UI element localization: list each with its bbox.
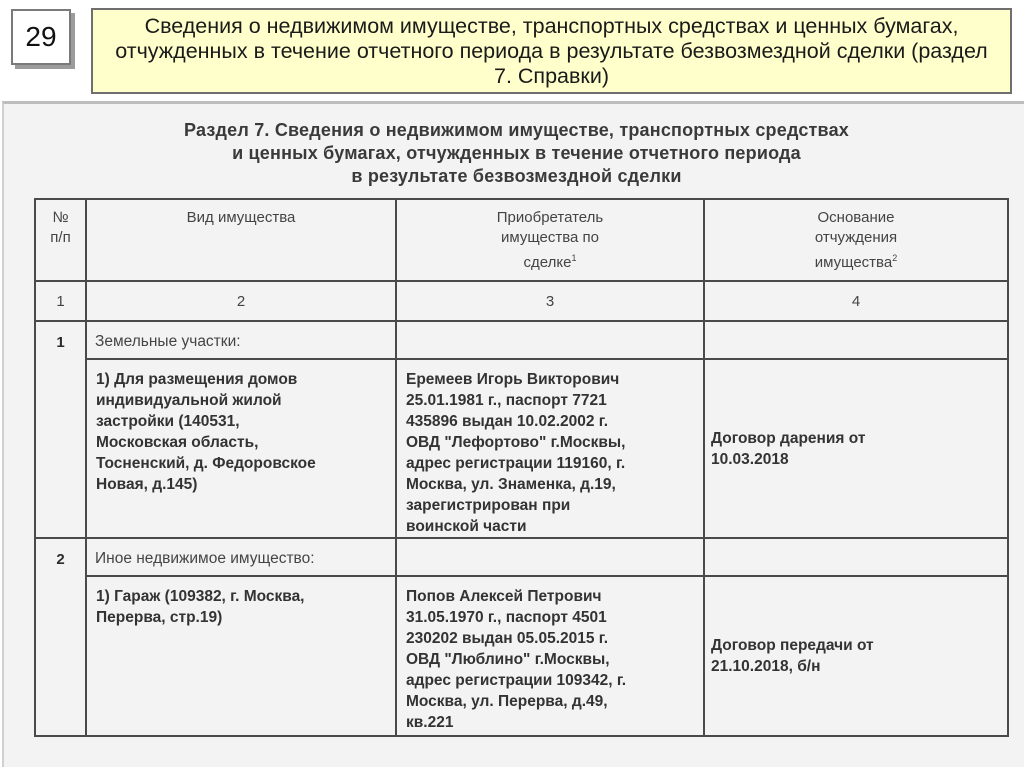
header-text: п/п [50, 229, 71, 246]
alienation-basis [704, 576, 1008, 736]
empty-cell [396, 538, 704, 576]
text-line: Новая, д.145) [96, 476, 198, 493]
text-line: Тосненский, д. Федоровское [96, 455, 316, 472]
empty-cell [704, 538, 1008, 576]
header-cell-property-type [86, 199, 396, 281]
text-line: 435896 выдан 10.02.2002 г. [406, 413, 609, 430]
text-line: 230202 выдан 05.05.2015 г. [406, 630, 609, 647]
header-text: № [52, 209, 69, 226]
header-text: Основание [817, 209, 895, 226]
text-line: 21.10.2018, б/н [711, 658, 821, 675]
text-line: зарегистрирован при [406, 497, 571, 514]
text-line: 10.03.2018 [711, 450, 789, 468]
text-line: индивидуальной жилой [96, 392, 282, 409]
column-number: 2 [86, 281, 396, 321]
footnote-mark: 2 [892, 253, 898, 263]
acquirer-details [396, 576, 704, 736]
empty-cell [704, 321, 1008, 359]
text-line: ОВД "Люблино" г.Москвы, [406, 651, 610, 668]
text-line: 1) Для размещения домов [96, 371, 298, 388]
text-line: воинской части [406, 518, 527, 535]
document-heading [64, 119, 969, 188]
slide-number [11, 9, 71, 65]
header-text: Вид имущества [186, 209, 296, 226]
column-number: 4 [704, 281, 1008, 321]
header-text: имущества [814, 254, 893, 271]
slide-title [91, 8, 1012, 94]
text-line: застройки (140531, [96, 413, 240, 430]
property-description [86, 359, 396, 538]
alienation-basis [704, 359, 1008, 538]
text-line: Москва, ул. Перерва, д.49, [406, 693, 608, 710]
header-text: имущества по [500, 229, 600, 246]
footnote-mark: 1 [571, 253, 577, 263]
text-line: Попов Алексей Петрович [406, 588, 602, 605]
text-line: адрес регистрации 119160, г. [406, 455, 626, 472]
item-row [35, 576, 1008, 736]
slide-number-text: 29 [25, 21, 57, 52]
header-text: Приобретатель [496, 209, 604, 226]
property-description [86, 576, 396, 736]
acquirer-details [396, 359, 704, 538]
document-heading-line: и ценных бумагах, отчужденных в течение отчетного периода [232, 143, 801, 163]
header-row [35, 199, 1008, 281]
section-number: 2 [35, 538, 86, 736]
section-title: Земельные участки: [86, 321, 396, 359]
document-scan [2, 101, 1024, 767]
empty-cell [396, 321, 704, 359]
text-line: Договор передачи от [711, 637, 874, 654]
text-line: Москва, ул. Знаменка, д.19, [406, 476, 616, 493]
text-line: Еремеев Игорь Викторович [406, 371, 620, 388]
column-number-row [35, 281, 1008, 321]
text-line: 25.01.1981 г., паспорт 7721 [406, 392, 607, 409]
column-number: 1 [35, 281, 86, 321]
section-row [35, 538, 1008, 576]
header-text: сделке [523, 254, 572, 271]
text-line: Перерва, стр.19) [96, 609, 223, 626]
header-text: отчуждения [814, 229, 898, 246]
text-line: Договор дарения от [711, 429, 866, 447]
document-heading-line: Раздел 7. Сведения о недвижимом имуществе, транспортных средствах [183, 120, 850, 140]
text-line: кв.221 [406, 714, 454, 731]
header-cell-number [35, 199, 86, 281]
document-heading-line: в результате безвозмездной сделки [351, 166, 682, 186]
text-line: 31.05.1970 г., паспорт 4501 [406, 609, 607, 626]
slide-title-text: Сведения о недвижимом имуществе, транспортных средствах и ценных бумагах, отчужденных в течение отчетного периода в результате безвозмездной сделки (раздел 7. Справки) [115, 13, 988, 88]
item-row [35, 359, 1008, 538]
section-number: 1 [35, 321, 86, 538]
text-line: адрес регистрации 109342, г. [406, 672, 627, 689]
header-cell-acquirer [396, 199, 704, 281]
text-line: Московская область, [96, 434, 259, 451]
property-table [34, 198, 1009, 737]
text-line: 1) Гараж (109382, г. Москва, [96, 588, 305, 605]
header-cell-basis [704, 199, 1008, 281]
section-title: Иное недвижимое имущество: [86, 538, 396, 576]
column-number: 3 [396, 281, 704, 321]
text-line: ОВД "Лефортово" г.Москвы, [406, 434, 626, 451]
section-row [35, 321, 1008, 359]
